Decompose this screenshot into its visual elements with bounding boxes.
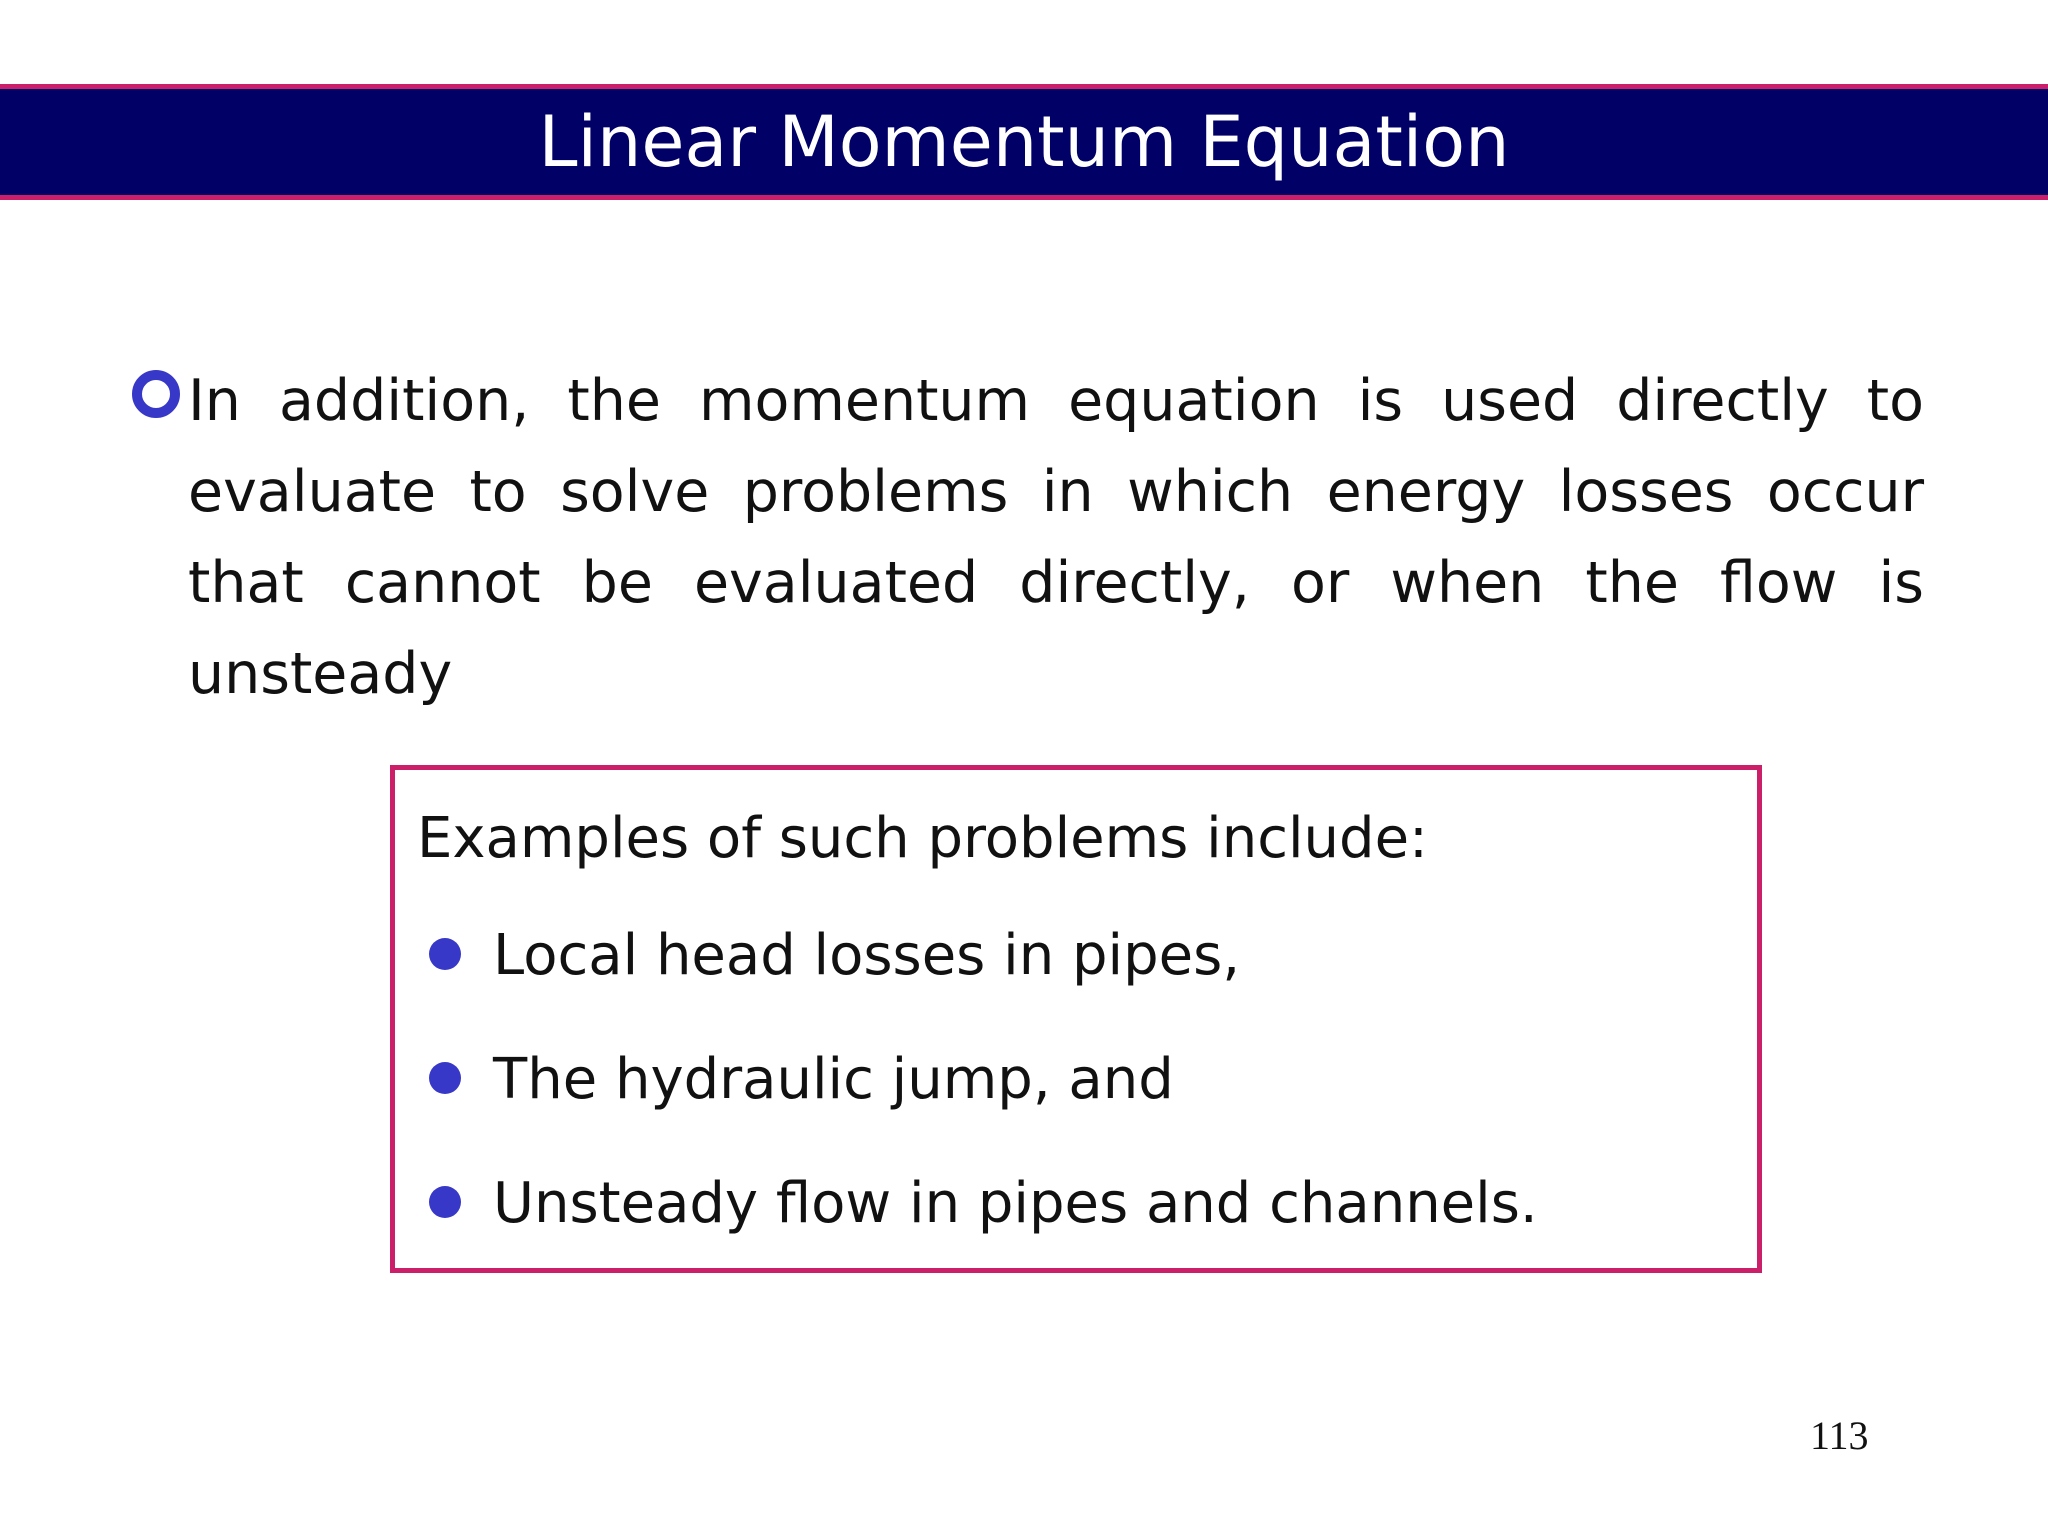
example-item-text: Unsteady flow in pipes and channels. [493, 1171, 1538, 1236]
examples-heading: Examples of such problems include: [417, 806, 1428, 871]
examples-box [390, 765, 1762, 1273]
ring-bullet-icon [130, 368, 178, 416]
title-bar [0, 84, 2048, 200]
main-bullet-text: In addition, the momentum equation is used directly to evaluate to solve problems in which energy losses occur that cannot be evaluated directly, or when the flow is unsteady [188, 368, 1924, 707]
slide-title: Linear Momentum Equation [538, 101, 1510, 183]
dot-bullet-icon [429, 1186, 461, 1218]
ring-bullet-icon-shape [132, 370, 180, 418]
example-item-text: Local head losses in pipes, [493, 923, 1241, 988]
dot-bullet-icon [429, 938, 461, 970]
page-number: 113 [1810, 1413, 1869, 1458]
example-item-text: The hydraulic jump, and [493, 1047, 1174, 1112]
dot-bullet-icon [429, 1062, 461, 1094]
